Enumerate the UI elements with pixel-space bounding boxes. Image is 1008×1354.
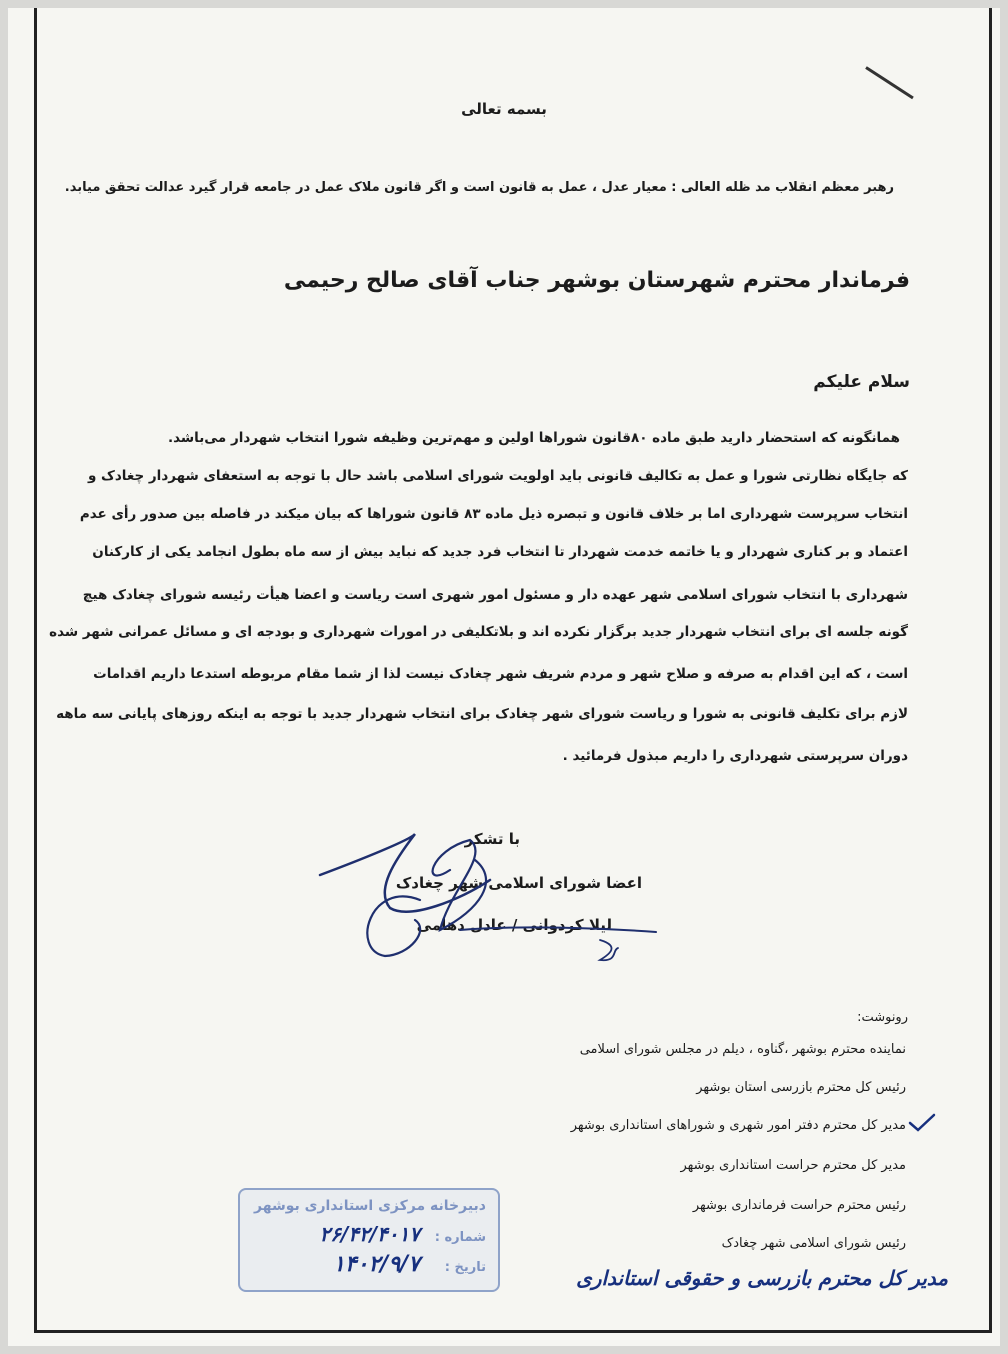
closing-thanks: با تشکر <box>464 830 520 848</box>
stamp-date-value: ۱۴۰۲/۹/۷ <box>333 1252 420 1277</box>
body-line-3: انتخاب سرپرست شهرداری اما بر خلاف قانون و تبصره ذیل ماده ۸۳ قانون شوراها که بیان میکند در فاصله بین صدور رأی عدم <box>79 506 908 522</box>
body-line-9: دوران سرپرستی شهرداری را داریم مبذول فرمائید . <box>562 748 908 764</box>
stamp-number-value: ۲۶/۴۲/۴۰۱۷ <box>319 1222 420 1246</box>
body-line-5: شهرداری با انتخاب شورای اسلامی شهر عهده دار و مسئول امور شهری است ریاست و اعضا هیأت رئیسه شورای چغادک هیچ <box>82 587 908 603</box>
basmala: بسمه تعالی <box>461 100 547 118</box>
cc-recipient-1: نماینده محترم بوشهر ،گناوه ، دیلم در مجلس شورای اسلامی <box>579 1042 906 1057</box>
body-line-7: است ، که این اقدام به صرفه و صلاح شهر و مردم شریف شهر چغادک نیست لذا از شما مقام مربوطه استدعا داریم اقدامات <box>93 666 908 682</box>
greeting: سلام علیکم <box>813 372 910 392</box>
cc-recipient-6: رئیس شورای اسلامی شهر چغادک <box>721 1236 906 1251</box>
stamp-number-label: شماره : <box>434 1230 486 1245</box>
signatories-title: اعضا شورای اسلامی شهر چغادک <box>395 874 642 892</box>
body-line-2: که جایگاه نظارتی شورا و عمل به تکالیف قانونی باید اولویت شورای اسلامی باشد حال با توجه به استعفای شهردار چغادک و <box>87 468 908 484</box>
cc-recipient-2: رئیس کل محترم بازرسی استان بوشهر <box>696 1080 906 1095</box>
leader-quote: رهبر معظم انقلاب مد ظله العالی : معیار عدل ، عمل به قانون است و اگر قانون ملاک عمل در جامعه قرار گیرد عدالت تحقق میابد. <box>64 180 894 195</box>
stamp-date-label: تاریخ : <box>444 1260 486 1275</box>
cc-recipient-4: مدیر کل محترم حراست استانداری بوشهر <box>680 1158 906 1173</box>
body-line-6: گونه جلسه ای برای انتخاب شهردار جدید برگزار نکرده اند و بلاتکلیفی در امورات شهرداری و بودجه ای و مسائل عمرانی شهر شده <box>49 624 908 640</box>
signatory-names: لیلا کردوانی / عادل دهامی <box>416 916 612 934</box>
body-line-1: همانگونه که استحضار دارید طبق ماده ۸۰قانون شوراها اولین و مهم‌ترین وظیفه شورا انتخاب شهردار می‌باشد. <box>167 430 900 446</box>
checkmark-icon <box>908 1113 936 1133</box>
body-line-4: اعتماد و بر کناری شهردار و یا خاتمه خدمت شهردار تا انتخاب فرد جدید که نباید بیش از سه ماه بطول انجامد یکی از کارکنان <box>92 544 908 560</box>
signature-scribble <box>300 820 680 970</box>
handwritten-referral: مدیر کل محترم بازرسی و حقوقی استانداری <box>576 1266 948 1290</box>
recipient-heading: فرماندار محترم شهرستان بوشهر جناب آقای صالح رحیمی <box>283 268 910 293</box>
cc-recipient-3: مدیر کل محترم دفتر امور شهری و شوراهای استانداری بوشهر <box>570 1118 906 1133</box>
cc-label: رونوشت: <box>857 1010 908 1025</box>
body-line-8: لازم برای تکلیف قانونی به شورا و ریاست شورای شهر چغادک برای انتخاب شهردار جدید با توجه به اینکه روزهای پایانی سه ماهه <box>56 706 908 722</box>
stamp-title: دبیرخانه مرکزی استانداری بوشهر <box>254 1198 486 1214</box>
secretariat-stamp <box>238 1188 500 1292</box>
cc-recipient-5: رئیس محترم حراست فرمانداری بوشهر <box>692 1198 906 1213</box>
